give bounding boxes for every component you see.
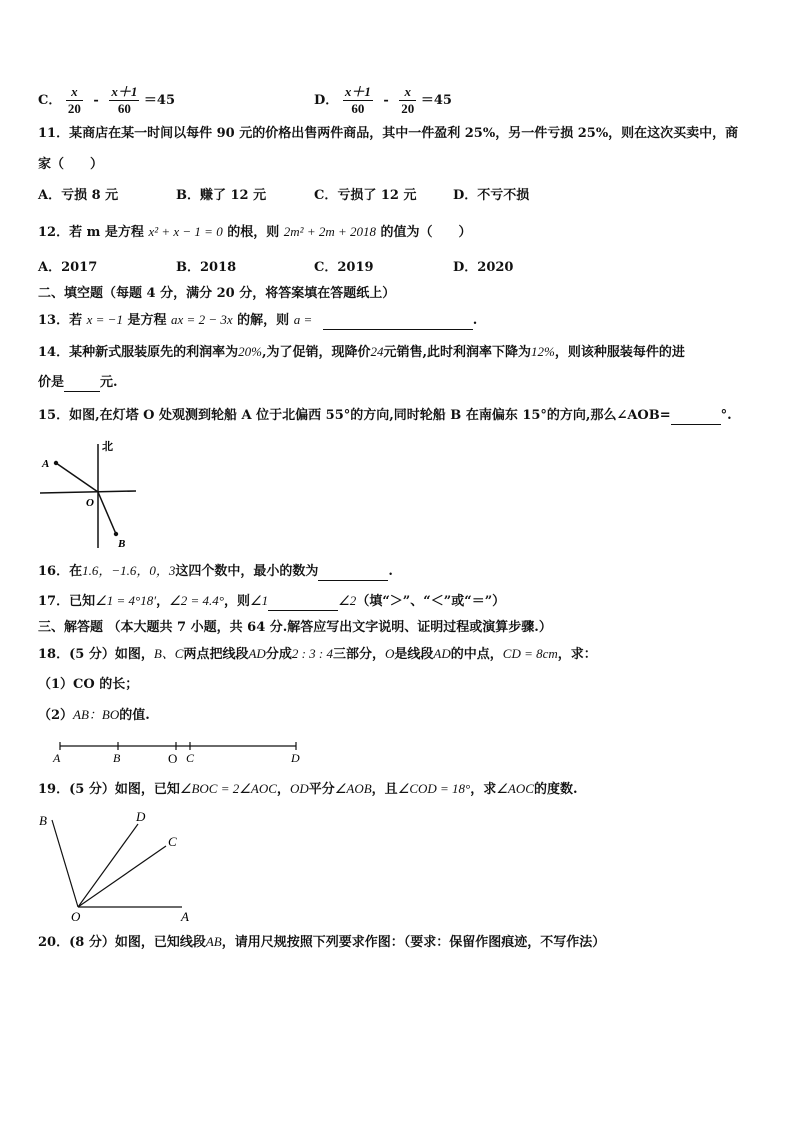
q11-option-d: D．不亏不损 xyxy=(453,188,530,203)
point-a xyxy=(54,461,58,465)
label-d: D xyxy=(291,751,300,765)
fraction: $\frac{x}{20}$ xyxy=(67,84,81,116)
q16-stem: 16．在1.6，−1.6，0，3这四个数中，最小的数为 . xyxy=(38,563,393,579)
q11-line2: 家（ ） xyxy=(38,157,104,172)
q11-option-c: C．亏损了 12 元 xyxy=(314,188,417,203)
label-o: O xyxy=(168,751,178,766)
q15-stem: 15．如图,在灯塔 O 处观测到轮船 A 位于北偏西 55°的方向,同时轮船 B 在南偏东 15°的方向,那么∠AOB= °. xyxy=(38,408,732,423)
label-b: B xyxy=(113,751,121,765)
answer-blank[interactable] xyxy=(323,315,473,330)
q12-option-b: B．2018 xyxy=(176,260,237,275)
ray-ob xyxy=(52,820,78,907)
answer-blank[interactable] xyxy=(64,377,100,392)
q11-option-a: A．亏损 8 元 xyxy=(38,188,119,203)
q18-sub1: （1）CO 的长； xyxy=(38,677,139,692)
q11-line1: 11．某商店在某一时间以每件 90 元的价格出售两件商品，其中一件盈利 25%，另一件亏损 25%，则在这次买卖中，商 xyxy=(38,126,739,141)
q18-sub2: （2）AB：BO的值. xyxy=(38,707,150,723)
section-2-heading: 二、填空题（每题 4 分，满分 20 分，将答案填在答题纸上） xyxy=(38,286,396,301)
fraction: $\frac{x+1}{60}$ xyxy=(344,84,371,116)
q20-stem: 20．(8 分）如图，已知线段AB，请用尺规按照下列要求作图：（要求：保留作图痕迹，不写作法） xyxy=(38,934,606,950)
ray-od xyxy=(78,824,138,907)
ray-ob xyxy=(98,492,116,534)
q10-option-d: D． $\frac{x+1}{60}$ - $\frac{x}{20}$ ＝45 xyxy=(314,84,452,116)
q11-option-b: B．赚了 12 元 xyxy=(176,188,267,203)
label-o: O xyxy=(86,497,94,509)
label-o: O xyxy=(71,909,81,924)
ray-oa xyxy=(56,463,98,492)
north-label: 北 xyxy=(102,441,113,453)
q10-option-c: C． $\frac{x}{20}$ - $\frac{x+1}{60}$ ＝45 xyxy=(38,84,175,116)
label-a: A xyxy=(53,751,61,765)
q18-stem: 18．(5 分）如图，B、C两点把线段AD分成2 : 3 : 4三部分，O是线段AD的中点，CD = 8cm，求： xyxy=(38,646,597,662)
q14-line1: 14．某种新式服装原先的利润率为20%,为了促销，现降价24元销售,此时利润率下降为12%，则该种服装每件的进 xyxy=(38,344,685,360)
q14-line2: 价是 元. xyxy=(38,375,118,390)
label-b: B xyxy=(39,813,47,828)
label-c: C xyxy=(186,751,195,765)
label-a: A xyxy=(42,458,50,470)
label-c: C xyxy=(168,834,177,849)
answer-blank[interactable] xyxy=(318,566,388,581)
q12-option-c: C．2019 xyxy=(314,260,374,275)
q19-angle-figure xyxy=(34,808,204,926)
answer-blank[interactable] xyxy=(268,596,338,611)
q18-segment-figure xyxy=(48,736,308,766)
q15-compass-figure xyxy=(36,436,146,554)
section-3-heading: 三、解答题 （本大题共 7 小题，共 64 分.解答应写出文字说明、证明过程或演算步骤.） xyxy=(38,620,552,635)
q12-option-a: A．2017 xyxy=(38,260,98,275)
label-b: B xyxy=(118,538,126,550)
label-d: D xyxy=(136,809,146,824)
q12-option-d: D．2020 xyxy=(453,260,514,275)
fraction: $\frac{x}{20}$ xyxy=(401,84,415,116)
answer-blank[interactable] xyxy=(671,410,721,425)
east-west-axis xyxy=(40,491,136,493)
fraction: $\frac{x+1}{60}$ xyxy=(111,84,138,116)
q13-stem: 13．若 x = −1 是方程 ax = 2 − 3x 的解，则 a = . xyxy=(38,312,478,328)
point-b xyxy=(114,532,118,536)
label-a: A xyxy=(181,909,189,924)
q17-stem: 17．已知∠1 = 4°18′，∠2 = 4.4°，则∠1 ∠2（填“＞”、“＜”或“＝”） xyxy=(38,593,506,609)
q12-stem: 12．若 m 是方程 x² + x − 1 = 0 的根，则 2m² + 2m + 2018 的值为（ ） xyxy=(38,224,472,240)
ray-oc xyxy=(78,846,166,907)
q19-stem: 19．(5 分）如图，已知∠BOC = 2∠AOC，OD平分∠AOB，且∠COD = 18°，求∠AOC的度数. xyxy=(38,781,578,797)
